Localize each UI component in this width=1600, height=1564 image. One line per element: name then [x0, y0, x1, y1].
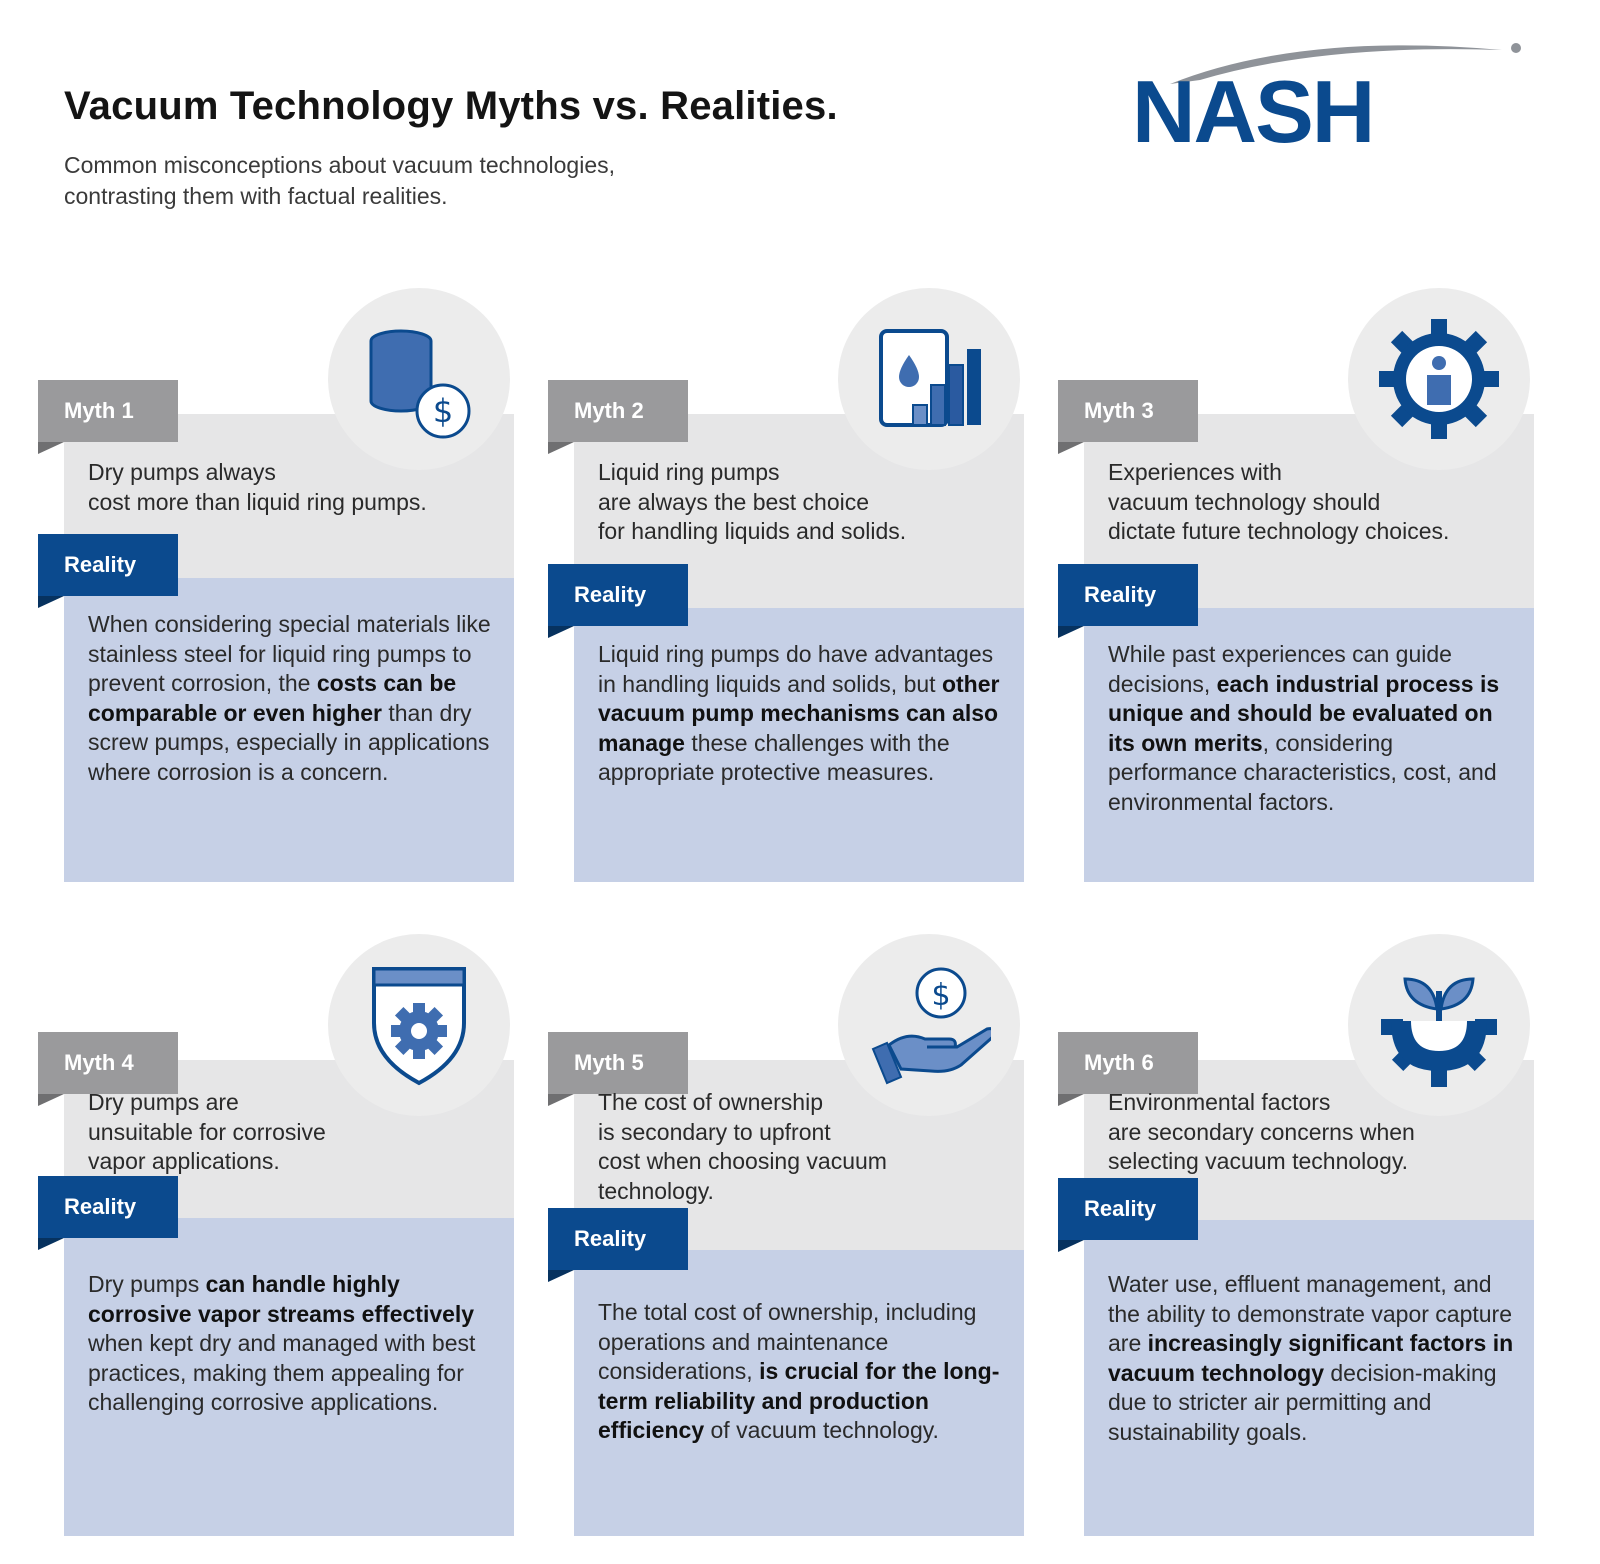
myth-tag: Myth 4	[38, 1032, 178, 1094]
myth-line: Dry pumps always	[88, 459, 276, 485]
myth-line: The cost of ownership	[598, 1089, 824, 1115]
myth-statement	[1108, 458, 1524, 547]
myth-statement	[1108, 1088, 1524, 1177]
hand-dollar-icon	[867, 965, 991, 1085]
nash-logo	[1130, 36, 1540, 156]
reality-text-post: of vacuum technology.	[704, 1417, 939, 1443]
myth-card-6	[1058, 934, 1534, 1536]
myth-line: Experiences with	[1108, 459, 1282, 485]
reality-text-pre: When considering special materials like stainless steel for liquid ring pumps to prevent corrosion, the	[88, 611, 491, 696]
svg-text:$: $	[432, 392, 454, 430]
reality-text-bold: can handle highly corrosive vapor streams effectively	[88, 1271, 475, 1327]
reality-text-post: decision-making due to stricter air permitting and sustainability goals.	[1108, 1359, 1497, 1445]
myth-tag: Myth 3	[1058, 380, 1198, 442]
myth-line: technology.	[598, 1177, 714, 1204]
myth-tag: Myth 2	[548, 380, 688, 442]
myth-line: cost more than liquid ring pumps.	[88, 488, 427, 515]
myth-line: unsuitable for corrosive	[88, 1118, 326, 1145]
reality-text-bold: each industrial process is unique and should be evaluated on its own merits	[1108, 670, 1500, 756]
myth-line: is secondary to upfront	[598, 1118, 831, 1145]
myth-line: Environmental factors	[1108, 1089, 1331, 1115]
myth-line: Liquid ring pumps	[598, 459, 780, 485]
icon-badge	[1348, 288, 1530, 470]
reality-tag: Reality	[38, 534, 178, 596]
database-dollar-icon	[359, 319, 479, 439]
reality-statement	[1108, 1270, 1524, 1447]
myth-card-5	[548, 934, 1024, 1536]
myth-line: vacuum technology should	[1108, 488, 1381, 515]
page-title: Vacuum Technology Myths vs. Realities.	[64, 84, 838, 128]
reality-statement	[598, 1298, 1014, 1446]
reality-text-bold: is crucial for the long-term reliability and production efficiency	[598, 1358, 1000, 1443]
myth-tag: Myth 6	[1058, 1032, 1198, 1094]
reality-tag: Reality	[548, 564, 688, 626]
shield-gear-icon	[364, 963, 474, 1087]
myth-card-2	[548, 288, 1024, 882]
reality-statement	[88, 610, 504, 787]
myth-line: cost when choosing vacuum	[598, 1148, 887, 1174]
reality-text-pre: Dry pumps	[88, 1271, 206, 1297]
liquid-chart-icon	[869, 319, 989, 439]
logo-wordmark: NASH	[1132, 62, 1374, 156]
icon-badge	[328, 288, 510, 470]
reality-text-pre: While past experiences can guide decisions,	[1108, 641, 1452, 697]
subtitle-line: Common misconceptions about vacuum technologies,	[64, 152, 616, 178]
myth-line: are always the best choice	[598, 488, 870, 515]
myth-line: vapor applications.	[88, 1148, 280, 1174]
reality-text-bold: other vacuum pump mechanisms can also manage	[598, 670, 1000, 756]
reality-text-bold: costs can be comparable or even higher	[88, 670, 457, 726]
myth-line: Dry pumps are	[88, 1089, 239, 1115]
reality-statement	[598, 640, 1014, 788]
plant-gear-icon	[1377, 963, 1501, 1087]
gear-person-icon	[1377, 317, 1501, 441]
myth-tag: Myth 1	[38, 380, 178, 442]
myth-statement	[598, 458, 1014, 547]
myth-statement	[598, 1088, 1014, 1206]
reality-text-post: when kept dry and managed with best practices, making them appealing for challenging corrosive applications.	[88, 1330, 476, 1415]
reality-text-pre: Liquid ring pumps do have advantages in handling liquids and solids, but	[598, 641, 994, 697]
page-subtitle	[64, 150, 824, 212]
reality-text-post: than dry screw pumps, especially in applications where corrosion is a concern.	[88, 699, 490, 785]
reality-statement	[88, 1270, 504, 1418]
reality-tag: Reality	[38, 1176, 178, 1238]
reality-tag: Reality	[1058, 564, 1198, 626]
myth-card-1	[38, 288, 514, 882]
reality-tag: Reality	[548, 1208, 688, 1270]
reality-text-pre: The total cost of ownership, including operations and maintenance considerations,	[598, 1299, 977, 1384]
reality-tag: Reality	[1058, 1178, 1198, 1240]
myth-line: dictate future technology choices.	[1108, 518, 1450, 544]
myth-line: are secondary concerns when	[1108, 1118, 1415, 1145]
myth-card-4	[38, 934, 514, 1536]
svg-text:$: $	[931, 978, 951, 1013]
myth-statement	[88, 1088, 504, 1177]
myth-card-3	[1058, 288, 1534, 882]
myth-line: selecting vacuum technology.	[1108, 1148, 1409, 1174]
icon-badge	[838, 288, 1020, 470]
reality-text-bold: increasingly significant factors in vacuum technology	[1108, 1330, 1514, 1386]
reality-text-post: these challenges with the appropriate protective measures.	[598, 729, 950, 785]
subtitle-line: contrasting them with factual realities.	[64, 183, 448, 209]
myth-statement	[88, 458, 504, 517]
myth-line: for handling liquids and solids.	[598, 518, 907, 544]
reality-text-post: , considering performance characteristics, cost, and environmental factors.	[1108, 729, 1497, 815]
reality-statement	[1108, 640, 1524, 817]
reality-text-pre: Water use, effluent management, and the ability to demonstrate vapor capture are	[1108, 1271, 1513, 1356]
myth-tag: Myth 5	[548, 1032, 688, 1094]
